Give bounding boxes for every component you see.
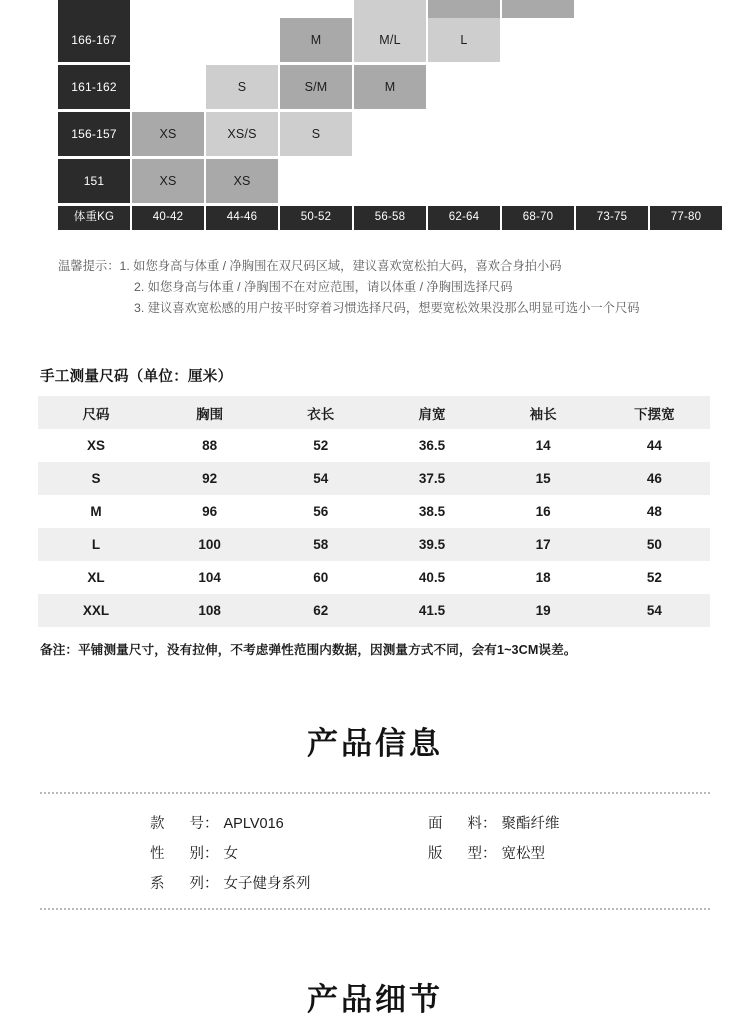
spec-value: 聚酯纤维 <box>501 816 560 832</box>
size-grid-cell <box>354 0 426 18</box>
table-head <box>38 396 710 429</box>
table-column-header: 尺码 <box>82 406 110 422</box>
table-cell-size: M <box>90 504 102 519</box>
tip-line-1: 1. 如您身高与体重 / 净胸围在双尺码区域，建议喜欢宽松拍大码，喜欢合身拍小码 <box>119 259 562 273</box>
spec-item <box>428 842 545 863</box>
table-cell-value: 62 <box>313 603 329 618</box>
warm-tips-block <box>58 256 718 319</box>
table-column-header: 下摆宽 <box>634 406 675 422</box>
size-grid-cell: M <box>354 65 426 109</box>
table-cell-size: XS <box>86 438 105 453</box>
spec-item <box>150 842 238 863</box>
divider-top <box>40 792 710 794</box>
size-grid-cell: M <box>280 18 352 62</box>
table-cell-value: 18 <box>535 570 551 585</box>
tips-heading: 温馨提示： <box>58 259 120 273</box>
spec-label: 系列 <box>150 876 204 892</box>
table-row <box>38 495 710 528</box>
manual-measurement-table <box>38 396 710 627</box>
size-grid-weight-header: 体重KG <box>58 206 130 230</box>
table-cell-value: 50 <box>646 537 662 552</box>
table-cell-value: 58 <box>313 537 329 552</box>
spec-value: 女子健身系列 <box>223 876 311 892</box>
table-column-header: 衣长 <box>307 406 335 422</box>
table-cell-value: 52 <box>646 570 662 585</box>
divider-bottom <box>40 908 710 910</box>
table-row <box>38 561 710 594</box>
table-row <box>38 594 710 627</box>
size-grid-cell: S <box>206 65 278 109</box>
tip-line-3: 3. 建议喜欢宽松感的用户按平时穿着习惯选择尺码，想要宽松效果没那么明显可选小一个尺码 <box>134 301 640 315</box>
table-cell-value: 60 <box>313 570 329 585</box>
size-grid-weight-cell: 40-42 <box>132 206 204 230</box>
spec-value: APLV016 <box>223 816 284 832</box>
table-cell-value: 36.5 <box>418 438 446 453</box>
product-spec-list <box>40 808 710 900</box>
spec-value: 宽松型 <box>501 846 545 862</box>
spec-colon: ： <box>482 816 497 832</box>
table-cell-value: 19 <box>535 603 551 618</box>
table-cell-value: 92 <box>202 471 218 486</box>
tip-row <box>58 277 718 298</box>
table-cell-value: 88 <box>202 438 218 453</box>
table-cell-value: 44 <box>646 438 662 453</box>
table-cell-size: XL <box>87 570 105 585</box>
table-cell-value: 46 <box>646 471 662 486</box>
size-grid-height-label: 156-157 <box>58 112 130 156</box>
size-grid-cell: XS <box>132 159 204 203</box>
spec-item <box>150 812 284 833</box>
size-grid-weight-cell: 50-52 <box>280 206 352 230</box>
table-cell-value: 15 <box>535 471 551 486</box>
size-grid-height-label: 151 <box>58 159 130 203</box>
size-grid-cell: M/L <box>354 18 426 62</box>
tip-row <box>58 298 718 319</box>
table-cell-value: 100 <box>198 537 221 552</box>
size-grid-weight-cell: 44-46 <box>206 206 278 230</box>
size-grid-cell <box>502 0 574 18</box>
product-detail-title: 产品细节 <box>307 982 443 1017</box>
table-cell-value: 52 <box>313 438 329 453</box>
manual-measurement-title: 手工测量尺码（单位：厘米） <box>40 369 233 385</box>
size-grid-cell: L <box>428 18 500 62</box>
table-cell-value: 96 <box>202 504 218 519</box>
table-cell-value: 39.5 <box>418 537 446 552</box>
spec-label: 面料 <box>428 816 482 832</box>
measurement-note: 备注：平铺测量尺寸，没有拉伸，不考虑弹性范围内数据，因测量方式不同，会有1~3CM误差。 <box>40 643 577 657</box>
table-column-header: 胸围 <box>196 406 224 422</box>
table-cell-value: 54 <box>646 603 662 618</box>
table-cell-value: 108 <box>198 603 221 618</box>
size-grid-cell <box>428 0 500 18</box>
table-cell-value: 17 <box>535 537 551 552</box>
size-grid-weight-cell: 62-64 <box>428 206 500 230</box>
table-cell-value: 37.5 <box>418 471 446 486</box>
size-grid-weight-cell: 56-58 <box>354 206 426 230</box>
size-grid-height-label: 166-167 <box>58 18 130 62</box>
size-grid-cell: S <box>280 112 352 156</box>
table-cell-value: 16 <box>535 504 551 519</box>
size-grid-weight-cell: 77-80 <box>650 206 722 230</box>
table-header-row <box>38 396 710 429</box>
size-grid-cell: XS/S <box>206 112 278 156</box>
table-body <box>38 429 710 627</box>
table-column-header: 袖长 <box>529 406 557 422</box>
size-grid-weight-cell: 68-70 <box>502 206 574 230</box>
table-cell-value: 54 <box>313 471 329 486</box>
table-cell-size: S <box>91 471 101 486</box>
table-column-header: 肩宽 <box>418 406 446 422</box>
table-cell-value: 48 <box>646 504 662 519</box>
size-grid-height-label <box>58 0 130 18</box>
spec-colon: ： <box>204 876 219 892</box>
table-row <box>38 462 710 495</box>
spec-colon: ： <box>482 846 497 862</box>
table-cell-value: 41.5 <box>418 603 446 618</box>
spec-colon: ： <box>204 816 219 832</box>
tip-line-2: 2. 如您身高与体重 / 净胸围不在对应范围，请以体重 / 净胸围选择尺码 <box>134 280 513 294</box>
spec-value: 女 <box>223 846 238 862</box>
table-row <box>38 528 710 561</box>
size-chart-grid <box>0 0 750 232</box>
size-grid-weight-cell: 73-75 <box>576 206 648 230</box>
size-grid-height-label: 161-162 <box>58 65 130 109</box>
tip-row <box>58 256 718 277</box>
product-info-title: 产品信息 <box>307 726 443 761</box>
table-cell-value: 56 <box>313 504 329 519</box>
size-grid-cell: XS <box>206 159 278 203</box>
table-row <box>38 429 710 462</box>
table-cell-size: L <box>91 537 101 552</box>
table-cell-value: 14 <box>535 438 551 453</box>
spec-item <box>428 812 560 833</box>
spec-item <box>150 872 311 893</box>
table-cell-value: 104 <box>198 570 221 585</box>
table-cell-value: 40.5 <box>418 570 446 585</box>
size-grid-cell: XS <box>132 112 204 156</box>
spec-label: 款号 <box>150 816 204 832</box>
table-cell-value: 38.5 <box>418 504 446 519</box>
spec-colon: ： <box>204 846 219 862</box>
spec-label: 性别 <box>150 846 204 862</box>
table-cell-size: XXL <box>82 603 110 618</box>
spec-label: 版型 <box>428 846 482 862</box>
size-grid-cell: S/M <box>280 65 352 109</box>
